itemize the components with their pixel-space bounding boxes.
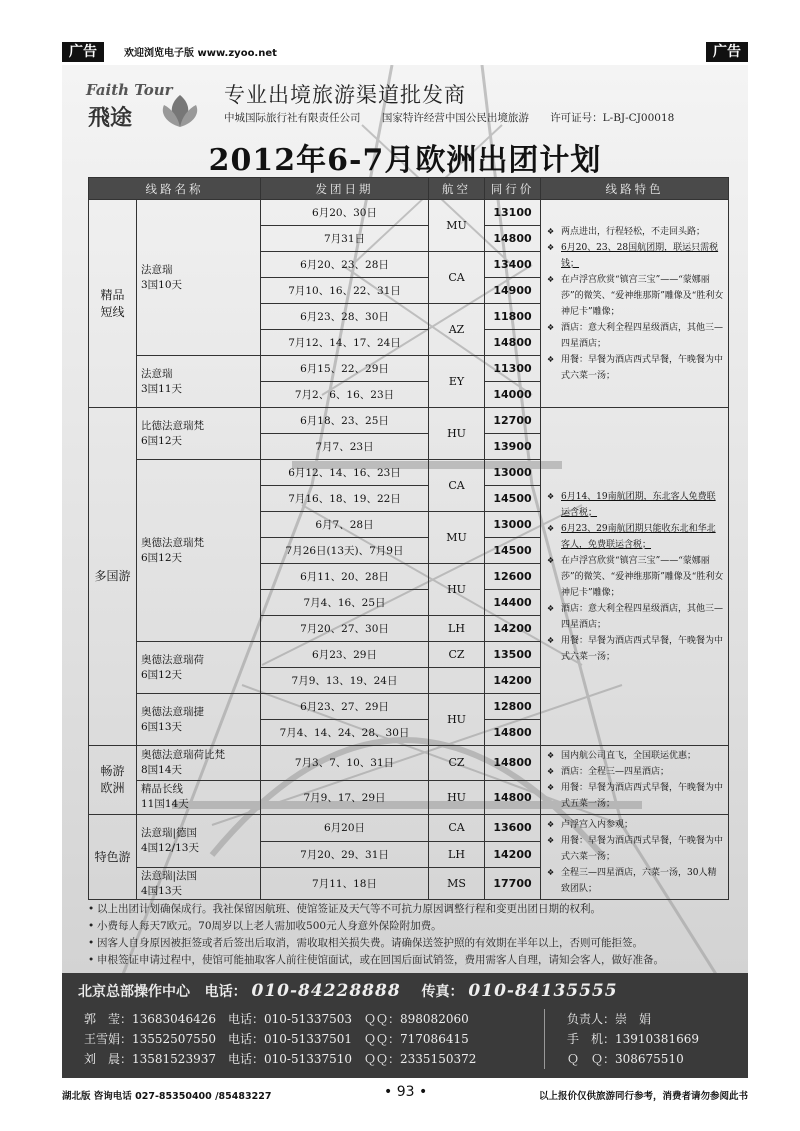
airline-cell: LH [429,841,485,868]
license-no: 许可证号：L-BJ-CJ00018 [550,112,675,124]
contact-panel [62,973,748,1078]
feature-cell [541,815,729,900]
table-row [89,200,729,226]
table-row [89,408,729,434]
price-cell: 14800 [485,780,541,815]
price-cell: 13900 [485,434,541,460]
note-item: • 申根签证申请过程中，使馆可能抽取客人前往使馆面试，或在回国后面试销签，费用需客人自理，请知会客人，做好准备。 [88,952,738,969]
date-cell: 6月23、29日 [261,642,429,668]
price-cell: 14000 [485,382,541,408]
airline-cell: LH [429,616,485,642]
price-cell: 12700 [485,408,541,434]
feature-cell [541,408,729,746]
price-cell: 14800 [485,720,541,746]
footer [62,1084,748,1104]
site-url[interactable]: 欢迎浏览电子版 www.zyoo.net [124,48,277,59]
route-cell: 奥德法意瑞梵 6国12天 [137,460,261,642]
category-cell: 多国游 [89,408,137,746]
route-cell: 精品长线 11国14天 [137,780,261,815]
price-cell: 14400 [485,590,541,616]
date-cell: 7月4、14、24、28、30日 [261,720,429,746]
price-cell: 14200 [485,841,541,868]
hq-line [78,981,634,1001]
top-bar [62,42,748,62]
date-cell: 6月23、27、29日 [261,694,429,720]
header-route: 线路名称 [89,178,261,200]
feature-item: ❖ 全程三—四星酒店，六菜一汤，30人精致团队； [547,865,724,897]
date-cell: 6月20、23、28日 [261,252,429,278]
date-cell: 7月16、18、19、22日 [261,486,429,512]
route-cell: 法意瑞 3国11天 [137,356,261,408]
price-cell: 12800 [485,694,541,720]
airline-cell: CA [429,252,485,304]
date-cell: 7月20、27、30日 [261,616,429,642]
lotus-icon [160,93,200,129]
table-header-row [89,178,729,200]
date-cell: 7月4、16、25日 [261,590,429,616]
date-cell: 7月12、14、17、24日 [261,330,429,356]
feature-item: ❖ 用餐：早餐为酒店西式早餐，午晚餐为中式六菜一汤； [547,633,724,665]
header-date: 发团日期 [261,178,429,200]
airline-cell: HU [429,564,485,616]
date-cell: 6月20、30日 [261,200,429,226]
feature-item: ❖ 国内航公司直飞，全国联运优惠； [547,748,724,764]
date-cell: 7月10、16、22、31日 [261,278,429,304]
price-cell: 13600 [485,815,541,842]
price-cell: 14900 [485,278,541,304]
route-cell: 奥德法意瑞荷 6国12天 [137,642,261,694]
airline-cell: CZ [429,746,485,781]
route-cell: 比德法意瑞梵 6国12天 [137,408,261,460]
price-cell: 17700 [485,868,541,900]
feature-item: ❖ 在卢浮宫欣赏“镇宫三宝”——“蒙娜丽莎”的微笑、“爱神维那斯”雕像及“胜利女神尼卡”雕像； [547,272,724,320]
logo-text-cn: 飛途 [88,105,133,131]
hq-name: 北京总部操作中心 [78,984,190,1000]
tour-table [88,177,729,900]
header-feature: 线路特色 [541,178,729,200]
fax-label: 传真： [421,984,464,1000]
tel-number[interactable]: 010-84228888 [251,981,401,1001]
route-cell: 法意瑞|德国 4国12/13天 [137,815,261,868]
header-airline: 航空 [429,178,485,200]
airline-cell: HU [429,694,485,746]
header-price: 同行价 [485,178,541,200]
feature-item: ❖ 酒店：全程三—四星酒店； [547,764,724,780]
date-cell: 6月7、28日 [261,512,429,538]
price-cell: 13500 [485,642,541,668]
footer-disclaimer: 以上报价仅供旅游同行参考，消费者请勿参阅此书 [538,1091,748,1102]
date-cell: 7月11、18日 [261,868,429,900]
note-item: • 以上出团计划确保成行。我社保留因航班、使馆签证及天气等不可抗力原因调整行程和变更出团日期的权利。 [88,901,738,918]
faith-tour-logo [86,81,206,133]
price-cell: 14200 [485,616,541,642]
feature-item: ❖ 两点进出，行程轻松，不走回头路； [547,224,724,240]
airline-cell: AZ [429,304,485,356]
price-cell: 14500 [485,538,541,564]
slogan: 专业出境旅游渠道批发商 [224,83,466,107]
airline-cell: HU [429,780,485,815]
date-cell: 7月20、29、31日 [261,841,429,868]
footer-phone: 湖北版 咨询电话 027-85350400 /85483227 [62,1091,272,1102]
price-cell: 13000 [485,512,541,538]
airline-cell: CA [429,460,485,512]
date-cell: 6月11、20、28日 [261,564,429,590]
company-line [224,110,692,125]
feature-item: ❖ 用餐：早餐为酒店西式早餐，午晚餐为中式五菜一汤； [547,780,724,812]
price-cell: 14800 [485,226,541,252]
feature-item: ❖ 酒店：意大利全程四星级酒店，其他三—四星酒店； [547,320,724,352]
feature-item: ❖ 用餐：早餐为酒店西式早餐，午晚餐为中式六菜一汤； [547,352,724,384]
date-cell: 7月31日 [261,226,429,252]
feature-cell [541,746,729,815]
date-cell: 7月26日(13天)、7月9日 [261,538,429,564]
route-cell: 法意瑞 3国10天 [137,200,261,356]
price-cell: 12600 [485,564,541,590]
price-cell: 13000 [485,460,541,486]
price-cell: 14800 [485,330,541,356]
airline-cell: MS [429,868,485,900]
category-cell: 精品 短线 [89,200,137,408]
feature-item: ❖ 酒店：意大利全程四星级酒店，其他三—四星酒店； [547,601,724,633]
table-row [89,746,729,781]
manager-qq: Ｑ Ｑ：308675510 [567,1052,684,1066]
feature-item: ❖ 卢浮宫入内参观； [547,817,724,833]
fax-number: 010-84135555 [468,981,618,1001]
divider [544,1009,545,1069]
ad-tag-right: 广告 [706,42,748,62]
route-cell: 奥德法意瑞荷比梵 8国14天 [137,746,261,781]
staff-item: 郭 莹：13683046426 电话：010-51337503 ＱＱ：898082060 [84,1012,469,1026]
date-cell: 6月12、14、16、23日 [261,460,429,486]
category-cell: 特色游 [89,815,137,900]
company-name: 中城国际旅行社有限责任公司 [224,112,361,124]
tel-label: 电话： [204,984,247,1000]
price-cell: 11800 [485,304,541,330]
airline-cell: MU [429,200,485,252]
staff-item: 王雪娟：13552507550 电话：010-51337501 ＱＱ：717086415 [84,1032,469,1046]
price-cell: 14800 [485,746,541,781]
date-cell: 7月9、13、19、24日 [261,668,429,694]
feature-item: ❖ 用餐：早餐为酒店西式早餐，午晚餐为中式六菜一汤； [547,833,724,865]
manager-mobile: 手 机：13910381669 [567,1032,699,1046]
airline-cell: EY [429,356,485,408]
price-cell: 14200 [485,668,541,694]
price-cell: 13100 [485,200,541,226]
ad-page [62,65,748,1078]
date-cell: 6月20日 [261,815,429,842]
price-cell: 11300 [485,356,541,382]
feature-cell [541,200,729,408]
feature-item: ❖ 在卢浮宫欣赏“镇宫三宝”——“蒙娜丽莎”的微笑、“爱神维那斯”雕像及“胜利女神尼卡”雕像； [547,553,724,601]
category-cell: 畅游 欧洲 [89,746,137,815]
manager-name: 负责人：崇 娟 [567,1012,652,1026]
note-item: • 小费每人每天7欧元。70周岁以上老人需加收500元人身意外保险附加费。 [88,918,738,935]
staff-list [84,1009,476,1069]
feature-item: ❖ 6月23、29南航团期只能收东北和华北客人，免费联运含税； [547,521,724,553]
notes [88,901,738,969]
airline-cell: MU [429,512,485,564]
price-cell: 13400 [485,252,541,278]
staff-item: 刘 晨：13581523937 电话：010-51337510 ＱＱ：2335150372 [84,1052,477,1066]
airline-cell [429,668,485,694]
header [62,75,748,135]
page-number: • 93 • [384,1084,428,1100]
airline-cell: CA [429,815,485,842]
feature-item: ❖ 6月20、23、28国航团期，联运只需税钱； [547,240,724,272]
note-item: • 因客人自身原因被拒签或者后签出后取消，需收取相关损失费。请确保送签护照的有效期在半年以上，否则可能拒签。 [88,935,738,952]
date-cell: 6月15、22、29日 [261,356,429,382]
date-cell: 7月2、6、16、23日 [261,382,429,408]
feature-item: ❖ 6月14、19南航团期，东北客人免费联运含税； [547,489,724,521]
date-cell: 6月23、28、30日 [261,304,429,330]
manager-info [567,1009,699,1069]
page-title: 2012年6-7月欧洲出团计划 [208,143,602,178]
price-cell: 14500 [485,486,541,512]
date-cell: 6月18、23、25日 [261,408,429,434]
table-row [89,815,729,842]
airline-cell: HU [429,408,485,460]
date-cell: 7月9、17、29日 [261,780,429,815]
date-cell: 7月3、7、10、31日 [261,746,429,781]
date-cell: 7月7、23日 [261,434,429,460]
ad-tag-left: 广告 [62,42,104,62]
airline-cell: CZ [429,642,485,668]
route-cell: 法意瑞|法国 4国13天 [137,868,261,900]
license-desc: 国家特许经营中国公民出境旅游 [381,112,529,124]
logo-text-en: Faith Tour [86,81,173,99]
route-cell: 奥德法意瑞捷 6国13天 [137,694,261,746]
